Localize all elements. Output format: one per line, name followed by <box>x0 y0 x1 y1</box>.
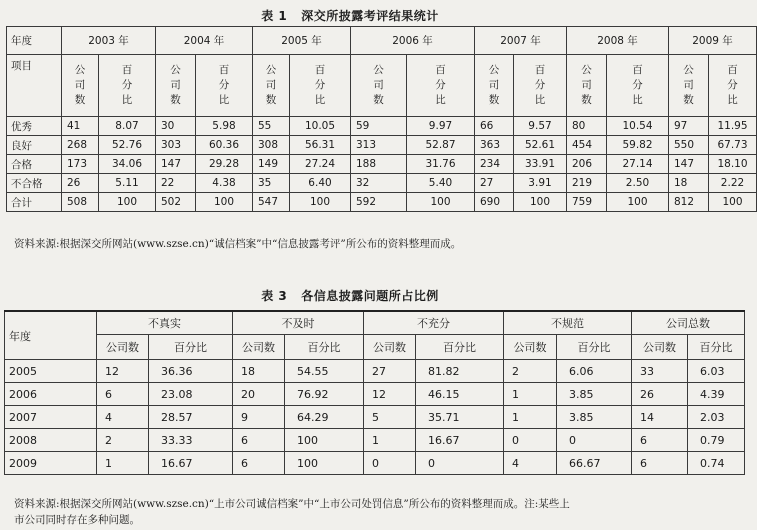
company-count-cell: 303 <box>156 136 196 155</box>
percent-cell: 34.06 <box>99 155 156 174</box>
table-row <box>5 406 745 429</box>
percent-cell: 100 <box>290 193 351 212</box>
year-header: 2009 年 <box>669 27 757 55</box>
percent-cell: 46.15 <box>416 383 504 406</box>
percent-cell: 6.06 <box>557 360 632 383</box>
row-label: 2007 <box>5 406 97 429</box>
percent-cell: 5.11 <box>99 174 156 193</box>
problem-group-header: 不充分 <box>364 311 504 335</box>
company-count-cell: 234 <box>475 155 514 174</box>
percent-cell: 18.10 <box>709 155 757 174</box>
percent-cell: 3.85 <box>557 406 632 429</box>
row-label: 2006 <box>5 383 97 406</box>
count-subheader: 公 司 数 <box>253 55 290 117</box>
percent-cell: 52.76 <box>99 136 156 155</box>
count-subheader: 公司数 <box>504 335 557 360</box>
company-count-cell: 6 <box>97 383 149 406</box>
percent-cell: 64.29 <box>285 406 364 429</box>
count-subheader: 公司数 <box>233 335 285 360</box>
company-count-cell: 147 <box>156 155 196 174</box>
percent-cell: 100 <box>285 429 364 452</box>
company-count-cell: 4 <box>97 406 149 429</box>
percent-cell: 6.03 <box>688 360 745 383</box>
count-subheader: 公 司 数 <box>669 55 709 117</box>
table-row <box>5 360 745 383</box>
company-count-cell: 4 <box>504 452 557 475</box>
count-subheader: 公 司 数 <box>62 55 99 117</box>
company-count-cell: 2 <box>504 360 557 383</box>
company-count-cell: 12 <box>364 383 416 406</box>
percent-cell: 5.98 <box>196 117 253 136</box>
percent-subheader: 百 分 比 <box>407 55 475 117</box>
company-count-cell: 550 <box>669 136 709 155</box>
company-count-cell: 9 <box>233 406 285 429</box>
percent-cell: 0 <box>557 429 632 452</box>
item-column-label: 项目 <box>7 55 62 117</box>
year-header: 2005 年 <box>253 27 351 55</box>
percent-cell: 6.40 <box>290 174 351 193</box>
company-count-cell: 33 <box>632 360 688 383</box>
percent-cell: 67.73 <box>709 136 757 155</box>
company-count-cell: 35 <box>253 174 290 193</box>
percent-cell: 100 <box>196 193 253 212</box>
company-count-cell: 80 <box>567 117 607 136</box>
company-count-cell: 1 <box>97 452 149 475</box>
percent-cell: 8.07 <box>99 117 156 136</box>
company-count-cell: 313 <box>351 136 407 155</box>
company-count-cell: 1 <box>364 429 416 452</box>
percent-cell: 23.08 <box>149 383 233 406</box>
problem-group-header: 不真实 <box>97 311 233 335</box>
table-row <box>7 136 757 155</box>
count-subheader: 公 司 数 <box>475 55 514 117</box>
company-count-cell: 219 <box>567 174 607 193</box>
percent-cell: 28.57 <box>149 406 233 429</box>
percent-subheader: 百分比 <box>688 335 745 360</box>
percent-subheader: 百分比 <box>285 335 364 360</box>
problem-group-header: 公司总数 <box>632 311 745 335</box>
company-count-cell: 268 <box>62 136 99 155</box>
percent-cell: 3.91 <box>514 174 567 193</box>
company-count-cell: 30 <box>156 117 196 136</box>
company-count-cell: 6 <box>233 452 285 475</box>
problem-group-header: 不及时 <box>233 311 364 335</box>
table1-source-note: 资料来源:根据深交所网站(www.szse.cn)“诚信档案”中“信息披露考评”所公布的资料整理而成。 <box>14 238 462 250</box>
company-count-cell: 20 <box>233 383 285 406</box>
year-header: 2003 年 <box>62 27 156 55</box>
percent-cell: 0 <box>416 452 504 475</box>
row-label: 合计 <box>7 193 62 212</box>
company-count-cell: 26 <box>62 174 99 193</box>
percent-cell: 9.97 <box>407 117 475 136</box>
row-label: 不合格 <box>7 174 62 193</box>
percent-cell: 2.50 <box>607 174 669 193</box>
count-subheader: 公司数 <box>97 335 149 360</box>
table3-caption: 表 3 各信息披露问题所占比例 <box>261 289 439 303</box>
company-count-cell: 1 <box>504 406 557 429</box>
percent-cell: 5.40 <box>407 174 475 193</box>
company-count-cell: 6 <box>632 452 688 475</box>
percent-cell: 2.22 <box>709 174 757 193</box>
percent-cell: 36.36 <box>149 360 233 383</box>
year-header: 2004 年 <box>156 27 253 55</box>
disclosure-evaluation-table <box>6 26 757 212</box>
company-count-cell: 66 <box>475 117 514 136</box>
percent-cell: 56.31 <box>290 136 351 155</box>
percent-cell: 52.87 <box>407 136 475 155</box>
company-count-cell: 41 <box>62 117 99 136</box>
company-count-cell: 32 <box>351 174 407 193</box>
table-row <box>7 117 757 136</box>
percent-cell: 2.03 <box>688 406 745 429</box>
year-header: 2008 年 <box>567 27 669 55</box>
percent-cell: 100 <box>514 193 567 212</box>
table-row <box>5 452 745 475</box>
company-count-cell: 173 <box>62 155 99 174</box>
company-count-cell: 27 <box>475 174 514 193</box>
company-count-cell: 1 <box>504 383 557 406</box>
company-count-cell: 55 <box>253 117 290 136</box>
company-count-cell: 0 <box>364 452 416 475</box>
percent-cell: 33.91 <box>514 155 567 174</box>
company-count-cell: 454 <box>567 136 607 155</box>
table-row <box>7 155 757 174</box>
percent-cell: 0.79 <box>688 429 745 452</box>
percent-subheader: 百 分 比 <box>99 55 156 117</box>
percent-cell: 60.36 <box>196 136 253 155</box>
count-subheader: 公 司 数 <box>156 55 196 117</box>
table3-source-note: 资料来源:根据深交所网站(www.szse.cn)“上市公司诚信档案”中“上市公司处罚信息”所公布的资料整理而成。注:某些上 市公司同时存在多种问题。 <box>14 498 570 526</box>
company-count-cell: 147 <box>669 155 709 174</box>
percent-cell: 16.67 <box>149 452 233 475</box>
table-row <box>7 174 757 193</box>
percent-cell: 27.14 <box>607 155 669 174</box>
percent-subheader: 百 分 比 <box>290 55 351 117</box>
company-count-cell: 22 <box>156 174 196 193</box>
percent-subheader: 百 分 比 <box>607 55 669 117</box>
percent-cell: 100 <box>407 193 475 212</box>
company-count-cell: 547 <box>253 193 290 212</box>
table3-subheader-row <box>5 335 745 360</box>
company-count-cell: 26 <box>632 383 688 406</box>
company-count-cell: 97 <box>669 117 709 136</box>
percent-subheader: 百 分 比 <box>196 55 253 117</box>
percent-cell: 54.55 <box>285 360 364 383</box>
company-count-cell: 6 <box>233 429 285 452</box>
percent-cell: 81.82 <box>416 360 504 383</box>
row-label: 2005 <box>5 360 97 383</box>
percent-subheader: 百 分 比 <box>514 55 567 117</box>
percent-subheader: 百分比 <box>416 335 504 360</box>
table1-year-header-row <box>7 27 757 55</box>
company-count-cell: 6 <box>632 429 688 452</box>
percent-cell: 16.67 <box>416 429 504 452</box>
table1-subheader-row <box>7 55 757 117</box>
company-count-cell: 812 <box>669 193 709 212</box>
row-label: 2008 <box>5 429 97 452</box>
count-subheader: 公司数 <box>364 335 416 360</box>
company-count-cell: 592 <box>351 193 407 212</box>
percent-cell: 9.57 <box>514 117 567 136</box>
company-count-cell: 12 <box>97 360 149 383</box>
row-label: 2009 <box>5 452 97 475</box>
company-count-cell: 308 <box>253 136 290 155</box>
company-count-cell: 188 <box>351 155 407 174</box>
row-label: 优秀 <box>7 117 62 136</box>
company-count-cell: 2 <box>97 429 149 452</box>
percent-cell: 59.82 <box>607 136 669 155</box>
percent-subheader: 百分比 <box>149 335 233 360</box>
percent-cell: 100 <box>99 193 156 212</box>
table3-body <box>5 360 745 475</box>
company-count-cell: 206 <box>567 155 607 174</box>
percent-cell: 3.85 <box>557 383 632 406</box>
percent-cell: 100 <box>607 193 669 212</box>
table-row <box>7 193 757 212</box>
year-header: 2007 年 <box>475 27 567 55</box>
company-count-cell: 14 <box>632 406 688 429</box>
percent-cell: 76.92 <box>285 383 364 406</box>
year-column-label: 年度 <box>7 27 62 55</box>
percent-cell: 33.33 <box>149 429 233 452</box>
company-count-cell: 502 <box>156 193 196 212</box>
problem-group-header: 不规范 <box>504 311 632 335</box>
percent-cell: 100 <box>285 452 364 475</box>
percent-cell: 29.28 <box>196 155 253 174</box>
table1-body <box>7 117 757 212</box>
company-count-cell: 363 <box>475 136 514 155</box>
company-count-cell: 149 <box>253 155 290 174</box>
company-count-cell: 0 <box>504 429 557 452</box>
company-count-cell: 5 <box>364 406 416 429</box>
company-count-cell: 508 <box>62 193 99 212</box>
percent-cell: 100 <box>709 193 757 212</box>
year-header: 2006 年 <box>351 27 475 55</box>
count-subheader: 公司数 <box>632 335 688 360</box>
percent-cell: 66.67 <box>557 452 632 475</box>
company-count-cell: 27 <box>364 360 416 383</box>
percent-cell: 52.61 <box>514 136 567 155</box>
percent-cell: 31.76 <box>407 155 475 174</box>
percent-subheader: 百 分 比 <box>709 55 757 117</box>
percent-cell: 10.05 <box>290 117 351 136</box>
percent-cell: 27.24 <box>290 155 351 174</box>
percent-cell: 35.71 <box>416 406 504 429</box>
percent-cell: 0.74 <box>688 452 745 475</box>
year-column-label: 年度 <box>5 311 97 360</box>
company-count-cell: 759 <box>567 193 607 212</box>
percent-cell: 4.38 <box>196 174 253 193</box>
count-subheader: 公 司 数 <box>351 55 407 117</box>
company-count-cell: 690 <box>475 193 514 212</box>
percent-subheader: 百分比 <box>557 335 632 360</box>
count-subheader: 公 司 数 <box>567 55 607 117</box>
table1-caption: 表 1 深交所披露考评结果统计 <box>261 9 439 23</box>
table3-group-header-row <box>5 311 745 335</box>
company-count-cell: 18 <box>669 174 709 193</box>
company-count-cell: 18 <box>233 360 285 383</box>
table-row <box>5 383 745 406</box>
percent-cell: 11.95 <box>709 117 757 136</box>
disclosure-problem-table <box>4 310 745 475</box>
row-label: 合格 <box>7 155 62 174</box>
percent-cell: 10.54 <box>607 117 669 136</box>
table-row <box>5 429 745 452</box>
percent-cell: 4.39 <box>688 383 745 406</box>
company-count-cell: 59 <box>351 117 407 136</box>
row-label: 良好 <box>7 136 62 155</box>
